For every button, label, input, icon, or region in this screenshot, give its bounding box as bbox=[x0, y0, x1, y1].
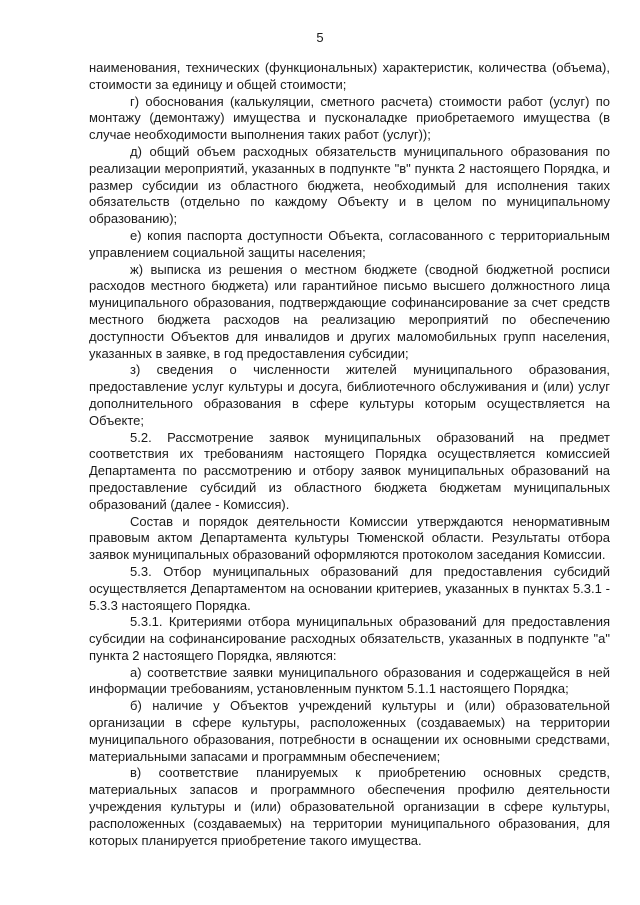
paragraph: ж) выписка из решения о местном бюджете (сводной бюджетной росписи расходов местного бюджета) или гарантийное письмо высшего должностного лица муниципального образования, подтверждающие софинансирование за счет средств местного бюджета расходов на реализацию мероприятий по обеспечению доступности Объектов для инвалидов и других маломобильных групп населения, указанных в заявке, в год предоставления субсидии; bbox=[89, 261, 610, 361]
page-number: 5 bbox=[316, 30, 324, 45]
paragraph: наименования, технических (функциональных) характеристик, количества (объема), стоимости за единицу и общей стоимости; bbox=[89, 60, 610, 92]
document-body bbox=[89, 60, 610, 849]
paragraph: Состав и порядок деятельности Комиссии утверждаются ненормативным правовым актом Департамента культуры Тюменской области. Результаты отбора заявок муниципальных образований оформляются протоколом заседания Комиссии. bbox=[89, 513, 610, 563]
paragraph: е) копия паспорта доступности Объекта, согласованного с территориальным управлением социальной защиты населения; bbox=[89, 227, 610, 260]
paragraph: 5.2. Рассмотрение заявок муниципальных образований на предмет соответствия их требованиям настоящего Порядка осуществляется комиссией Департамента по рассмотрению и отбору заявок муниципальных образований на предоставление субсидий из областного бюджета бюджетам муниципальных образований (далее - Комиссия). bbox=[89, 429, 610, 512]
paragraph: 5.3.1. Критериями отбора муниципальных образований для предоставления субсидии на софинансирование расходных обязательств, указанных в подпункте "а" пункта 2 настоящего Порядка, являются: bbox=[89, 614, 610, 663]
paragraph: а) соответствие заявки муниципального образования и содержащейся в ней информации требованиям, установленным пунктом 5.1.1 настоящего Порядка; bbox=[89, 664, 610, 697]
paragraph: б) наличие у Объектов учреждений культуры и (или) образовательной организации в сфере культуры, расположенных (создаваемых) на территории муниципального образования, потребности в оснащении их основными средствами, материальными запасами и программным обеспечением; bbox=[89, 698, 610, 764]
paragraph: з) сведения о численности жителей муниципального образования, предоставление услуг культуры и досуга, библиотечного обслуживания и (или) услуг дополнительного образования в сфере культуры которым осуществляется на Объекте; bbox=[89, 362, 610, 428]
paragraph: д) общий объем расходных обязательств муниципального образования по реализации мероприятий, указанных в подпункте "в" пункта 2 настоящего Порядка, и размер субсидии из областного бюджета, необходимый для исполнения таких обязательств (отдельно по каждому Объекту и в целом по муниципальному образованию); bbox=[89, 143, 610, 227]
paragraph: г) обоснования (калькуляции, сметного расчета) стоимости работ (услуг) по монтажу (демонтажу) имущества и пусконаладке приобретаемого имущества (в случае необходимости выполнения таких работ (услуг)); bbox=[89, 93, 610, 143]
paragraph: 5.3. Отбор муниципальных образований для предоставления субсидий осуществляется Департаментом на основании критериев, указанных в пунктах 5.3.1 - 5.3.3 настоящего Порядка. bbox=[89, 563, 610, 613]
paragraph: в) соответствие планируемых к приобретению основных средств, материальных запасов и программного обеспечения профилю деятельности учреждения культуры и (или) образовательной организации в сфере культуры, расположенных (создаваемых) на территории муниципального образования, для которых планируется приобретение такого имущества. bbox=[89, 765, 610, 848]
